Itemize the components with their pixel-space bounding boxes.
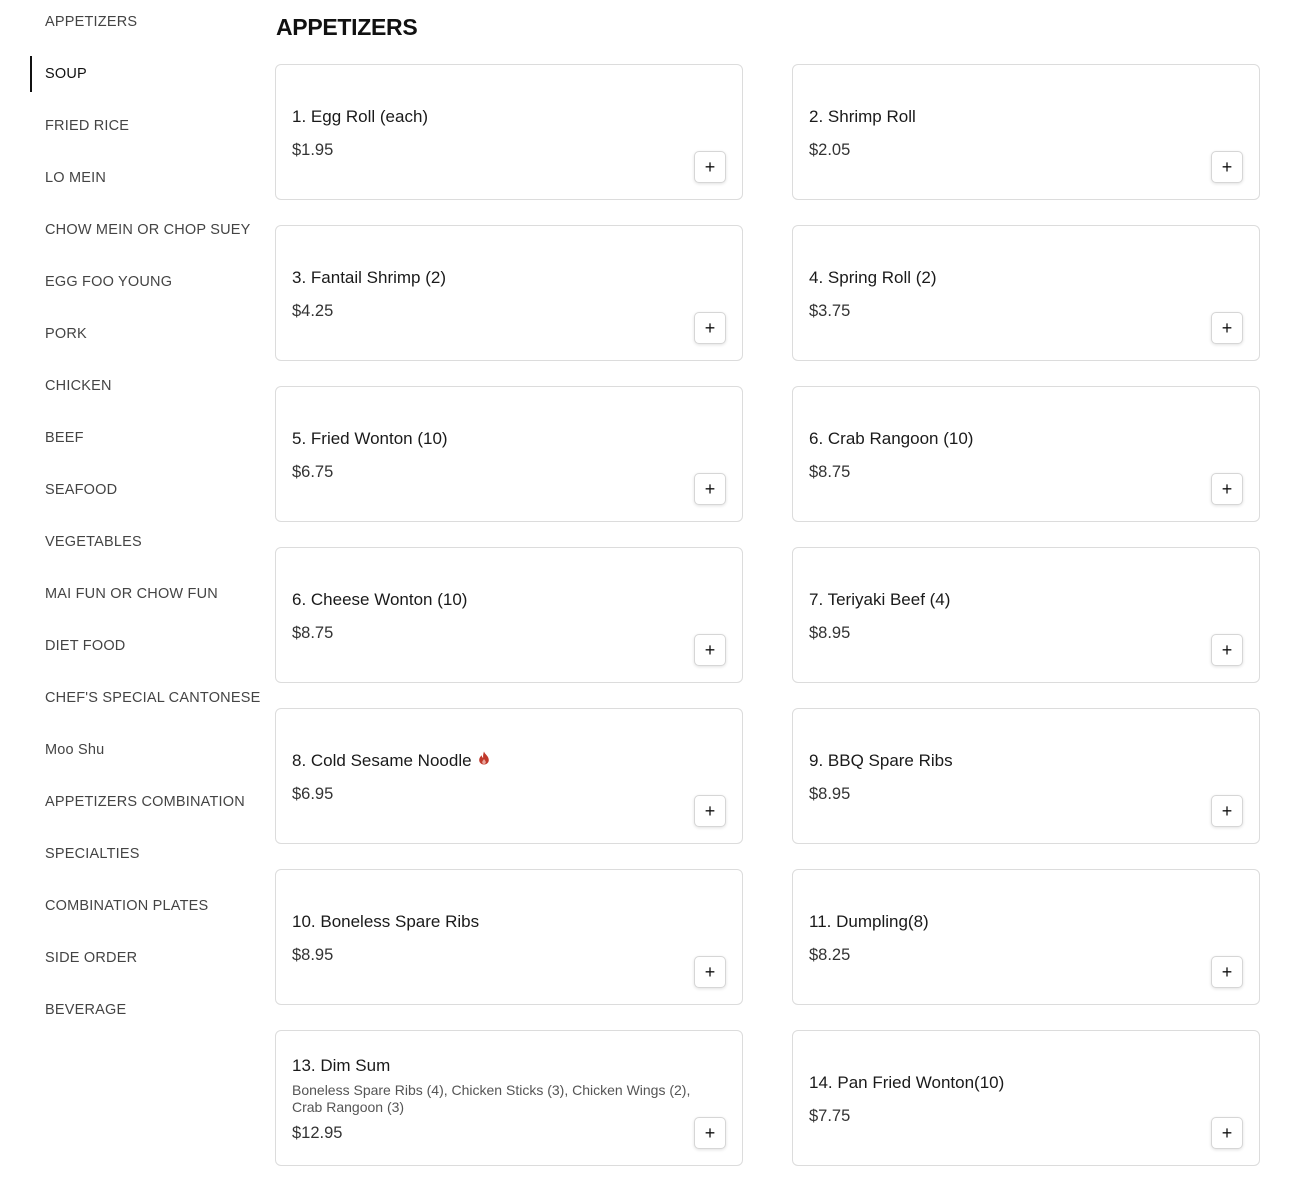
sidebar-item-chicken[interactable]: CHICKEN: [45, 378, 112, 394]
plus-icon: +: [1221, 961, 1233, 982]
sidebar-item-fried-rice[interactable]: FRIED RICE: [45, 118, 130, 134]
menu-item-name-row: [292, 750, 490, 771]
menu-item-name: 7. Teriyaki Beef (4): [809, 590, 951, 609]
menu-item-name: 6. Crab Rangoon (10): [809, 429, 974, 448]
sidebar-item-pork[interactable]: PORK: [45, 326, 87, 342]
menu-item-name: 3. Fantail Shrimp (2): [292, 268, 446, 287]
sidebar-item-soup[interactable]: SOUP: [30, 56, 227, 92]
menu-item-price: $6.75: [292, 463, 334, 481]
add-item-button[interactable]: [1211, 473, 1243, 505]
plus-icon: +: [704, 478, 716, 499]
sidebar-item-vegetables[interactable]: VEGETABLES: [45, 534, 142, 550]
menu-item-card[interactable]: [275, 708, 743, 844]
plus-icon: +: [1221, 478, 1233, 499]
sidebar-item-beef[interactable]: BEEF: [45, 430, 84, 446]
sidebar-item-specialties[interactable]: SPECIALTIES: [45, 846, 140, 862]
add-item-button[interactable]: [694, 956, 726, 988]
sidebar-item-beverage[interactable]: BEVERAGE: [45, 1002, 127, 1018]
sidebar-item-egg-foo-young[interactable]: EGG FOO YOUNG: [45, 274, 173, 290]
add-item-button[interactable]: [1211, 795, 1243, 827]
plus-icon: +: [1221, 156, 1233, 177]
menu-item-name: 6. Cheese Wonton (10): [292, 590, 468, 609]
add-item-button[interactable]: [1211, 312, 1243, 344]
plus-icon: +: [1221, 800, 1233, 821]
menu-item-name: 14. Pan Fried Wonton(10): [809, 1073, 1005, 1092]
menu-item-price: $12.95: [292, 1124, 343, 1142]
plus-icon: +: [1221, 639, 1233, 660]
add-item-button[interactable]: [1211, 151, 1243, 183]
menu-item-name: 1. Egg Roll (each): [292, 107, 429, 126]
menu-item-price: $8.95: [292, 946, 334, 964]
add-item-button[interactable]: [1211, 956, 1243, 988]
menu-item-price: $8.95: [809, 785, 851, 803]
menu-item-card[interactable]: [275, 64, 743, 200]
sidebar-item-chefs-special-cantonese[interactable]: CHEF'S SPECIAL CANTONESE: [45, 690, 261, 706]
menu-item-price: $2.05: [809, 141, 851, 159]
sidebar-item-mai-fun-or-chow-fun[interactable]: MAI FUN OR CHOW FUN: [45, 586, 218, 602]
menu-item-card[interactable]: [792, 386, 1260, 522]
menu-item-card[interactable]: [792, 547, 1260, 683]
menu-item-name: 11. Dumpling(8): [809, 912, 929, 931]
menu-item-price: $1.95: [292, 141, 334, 159]
sidebar-item-chow-mein-or-chop-suey[interactable]: CHOW MEIN OR CHOP SUEY: [45, 222, 251, 238]
menu-item-card[interactable]: [275, 225, 743, 361]
menu-item-card[interactable]: [792, 1030, 1260, 1166]
add-item-button[interactable]: [694, 634, 726, 666]
menu-item-card[interactable]: [792, 708, 1260, 844]
plus-icon: +: [704, 156, 716, 177]
category-sidebar: [0, 0, 261, 1184]
menu-item-price: $8.75: [809, 463, 851, 481]
menu-item-price: $3.75: [809, 302, 851, 320]
flame-icon: [478, 750, 490, 770]
sidebar-item-diet-food[interactable]: DIET FOOD: [45, 638, 126, 654]
plus-icon: +: [1221, 317, 1233, 338]
menu-item-name: 9. BBQ Spare Ribs: [809, 751, 953, 770]
sidebar-item-lo-mein[interactable]: LO MEIN: [45, 170, 107, 186]
menu-item-card[interactable]: [792, 869, 1260, 1005]
sidebar-item-appetizers-combination[interactable]: APPETIZERS COMBINATION: [45, 794, 245, 810]
sidebar-item-combination-plates[interactable]: COMBINATION PLATES: [45, 898, 209, 914]
menu-item-name: 8. Cold Sesame Noodle: [292, 751, 472, 770]
menu-item-name: 13. Dim Sum: [292, 1056, 391, 1075]
menu-item-name: 4. Spring Roll (2): [809, 268, 937, 287]
add-item-button[interactable]: [694, 1117, 726, 1149]
menu-item-price: $8.95: [809, 624, 851, 642]
menu-item-price: $4.25: [292, 302, 334, 320]
menu-item-price: $6.95: [292, 785, 334, 803]
add-item-button[interactable]: [694, 473, 726, 505]
plus-icon: +: [704, 961, 716, 982]
menu-item-card[interactable]: [275, 1030, 743, 1166]
menu-item-price: $8.25: [809, 946, 851, 964]
add-item-button[interactable]: [694, 795, 726, 827]
sidebar-item-moo-shu[interactable]: Moo Shu: [45, 742, 105, 758]
add-item-button[interactable]: [694, 151, 726, 183]
menu-item-price: $7.75: [809, 1107, 851, 1125]
plus-icon: +: [1221, 1122, 1233, 1143]
add-item-button[interactable]: [1211, 1117, 1243, 1149]
sidebar-item-side-order[interactable]: SIDE ORDER: [45, 950, 138, 966]
menu-item-card[interactable]: [275, 869, 743, 1005]
add-item-button[interactable]: [1211, 634, 1243, 666]
sidebar-item-appetizers[interactable]: APPETIZERS: [45, 14, 138, 30]
plus-icon: +: [704, 1122, 716, 1143]
menu-item-card[interactable]: [275, 547, 743, 683]
menu-item-card[interactable]: [792, 225, 1260, 361]
section-title: APPETIZERS: [276, 14, 418, 40]
menu-item-price: $8.75: [292, 624, 334, 642]
menu-item-card[interactable]: [275, 386, 743, 522]
menu-item-name: 2. Shrimp Roll: [809, 107, 916, 126]
plus-icon: +: [704, 800, 716, 821]
menu-item-name: 5. Fried Wonton (10): [292, 429, 448, 448]
menu-item-card[interactable]: [792, 64, 1260, 200]
menu-item-description: Boneless Spare Ribs (4), Chicken Sticks (3), Chicken Wings (2), Crab Rangoon (3): [292, 1082, 691, 1115]
add-item-button[interactable]: [694, 312, 726, 344]
plus-icon: +: [704, 317, 716, 338]
menu-item-name: 10. Boneless Spare Ribs: [292, 912, 480, 931]
plus-icon: +: [704, 639, 716, 660]
sidebar-item-seafood[interactable]: SEAFOOD: [45, 482, 118, 498]
